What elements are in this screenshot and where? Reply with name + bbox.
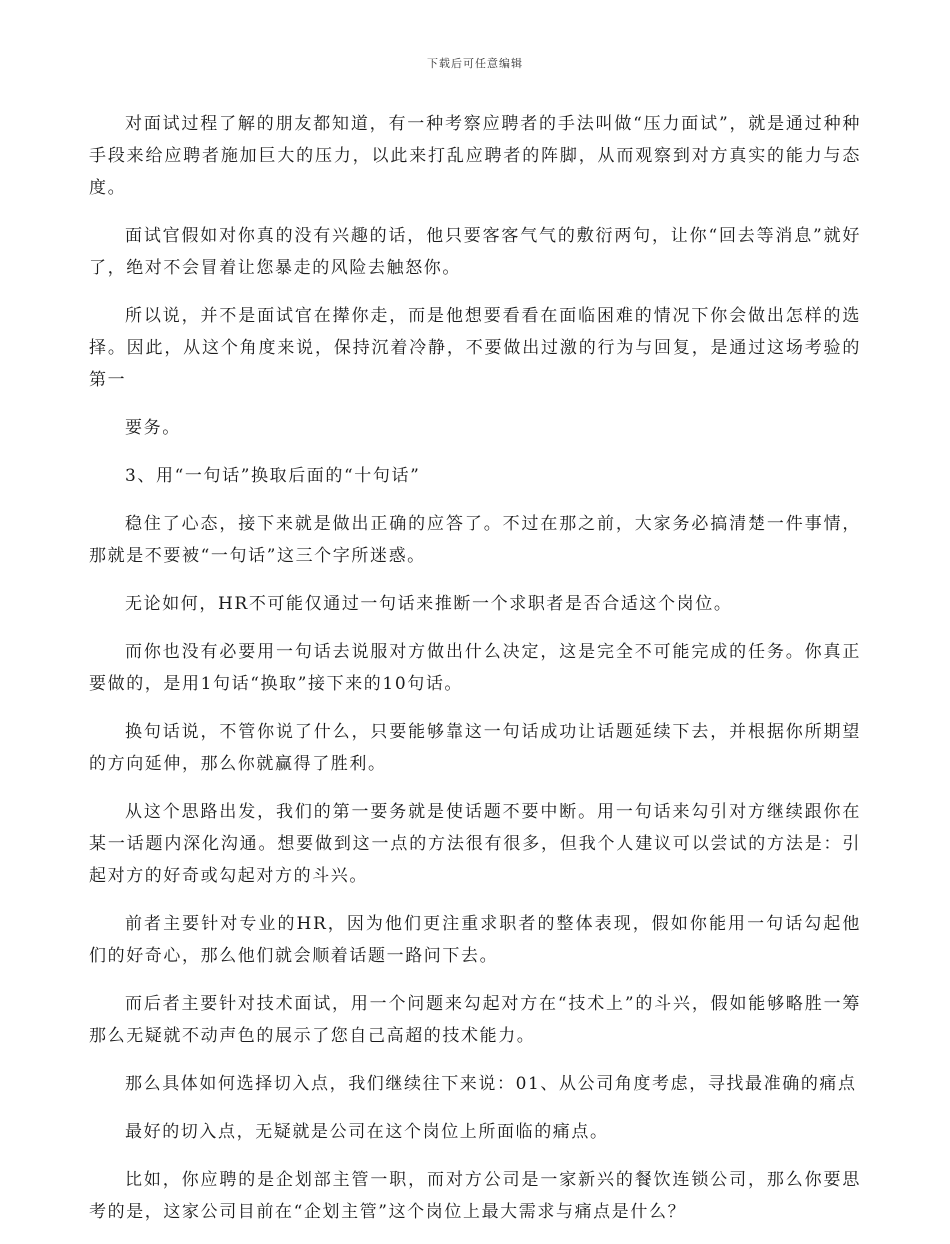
paragraph: 那么具体如何选择切入点，我们继续往下来说：01、从公司角度考虑，寻找最准确的痛点 [125, 1074, 857, 1094]
paragraph: 对面试过程了解的朋友都知道，有一种考察应聘者的手法叫做“压力面试”，就是通过种种手段来给应聘者施加巨大的压力，以此来打乱应聘者的阵脚，从而观察到对方真实的能力与态度。 [89, 114, 861, 198]
paragraph: 从这个思路出发，我们的第一要务就是使话题不要中断。用一句话来勾引对方继续跟你在某一话题内深化沟通。想要做到这一点的方法很有很多，但我个人建议可以尝试的方法是：引起对方的好奇或勾起对方的斗兴。 [89, 802, 861, 886]
paragraph: 无论如何，HR不可能仅通过一句话来推断一个求职者是否合适这个岗位。 [125, 594, 733, 614]
page-header: 下载后可任意编辑 [427, 57, 523, 70]
paragraph: 稳住了心态，接下来就是做出正确的应答了。不过在那之前，大家务必搞清楚一件事情，那就是不要被“一句话”这三个字所迷惑。 [89, 514, 861, 566]
paragraph: 所以说，并不是面试官在撵你走，而是他想要看看在面临困难的情况下你会做出怎样的选择。因此，从这个角度来说，保持沉着冷静，不要做出过激的行为与回复，是通过这场考验的第一 [89, 306, 861, 390]
section-heading: 3、用“一句话”换取后面的“十句话” [125, 466, 421, 486]
paragraph: 换句话说，不管你说了什么，只要能够靠这一句话成功让话题延续下去，并根据你所期望的方向延伸，那么你就赢得了胜利。 [89, 722, 861, 774]
paragraph: 要务。 [125, 418, 181, 438]
paragraph: 面试官假如对你真的没有兴趣的话，他只要客客气气的敷衍两句，让你“回去等消息”就好了，绝对不会冒着让您暴走的风险去触怒你。 [89, 226, 861, 278]
paragraph: 比如，你应聘的是企划部主管一职，而对方公司是一家新兴的餐饮连锁公司，那么你要思考的是，这家公司目前在“企划主管”这个岗位上最大需求与痛点是什么？ [89, 1170, 861, 1222]
paragraph: 而后者主要针对技术面试，用一个问题来勾起对方在“技术上”的斗兴，假如能够略胜一筹那么无疑就不动声色的展示了您自己高超的技术能力。 [89, 994, 861, 1046]
paragraph: 最好的切入点，无疑就是公司在这个岗位上所面临的痛点。 [125, 1122, 609, 1142]
document-body [89, 108, 861, 1244]
paragraph: 前者主要针对专业的HR，因为他们更注重求职者的整体表现，假如你能用一句话勾起他们的好奇心，那么他们就会顺着话题一路问下去。 [89, 914, 861, 966]
paragraph: 而你也没有必要用一句话去说服对方做出什么决定，这是完全不可能完成的任务。你真正要做的，是用1句话“换取”接下来的10句话。 [89, 642, 861, 694]
